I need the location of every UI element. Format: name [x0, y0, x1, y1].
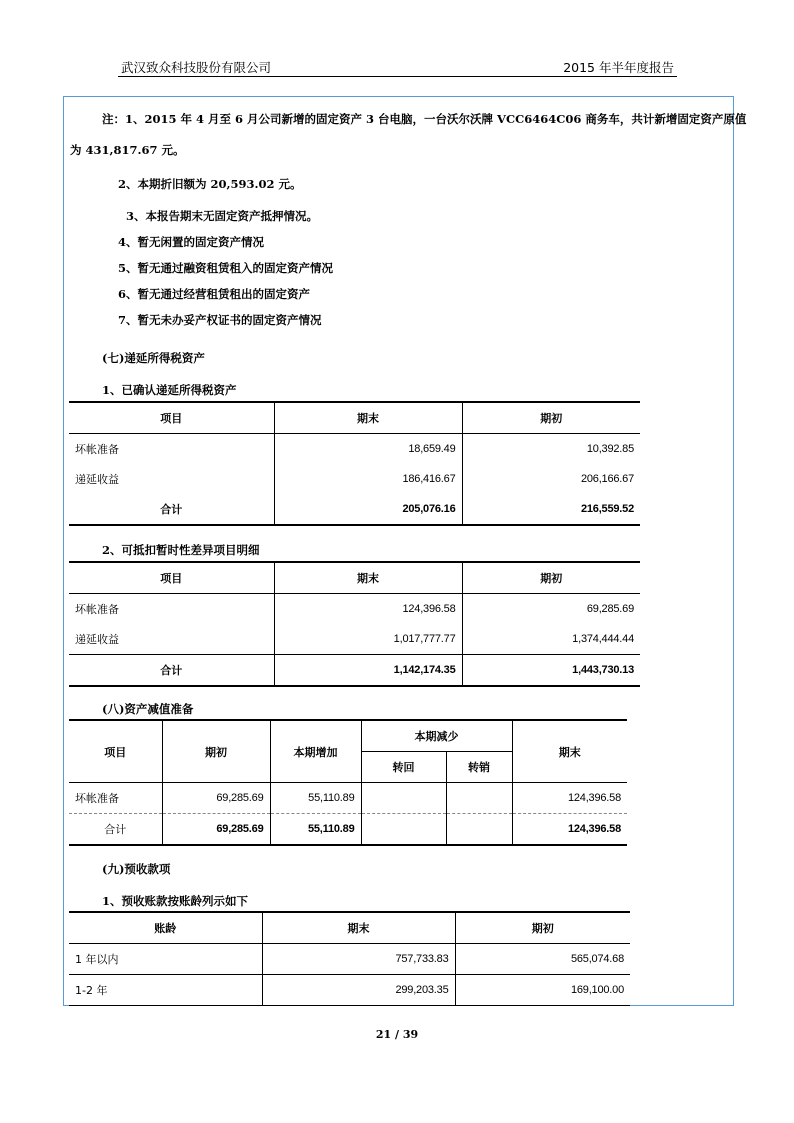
total-label: 合计 — [69, 814, 162, 846]
cell-value: 206,166.67 — [580, 473, 634, 485]
report-title: 2015 年半年度报告 — [563, 60, 674, 75]
col-header-end: 期末 — [512, 720, 627, 783]
cell-value: 1,017,777.77 — [274, 624, 462, 655]
total-label: 合计 — [69, 494, 274, 525]
table-header-row — [69, 720, 627, 752]
note-2: 2、本期折旧额为 20,593.02 元。 — [118, 177, 302, 191]
row-label: 递延收益 — [69, 464, 274, 494]
total-value: 205,076.16 — [274, 494, 462, 525]
col-header-item: 项目 — [69, 562, 274, 594]
total-value: 124,396.58 — [567, 823, 621, 835]
col-header-increase: 本期增加 — [270, 720, 361, 783]
total-value: 1,142,174.35 — [274, 655, 462, 687]
table-total-row — [69, 655, 640, 687]
col-header-aging: 账龄 — [69, 912, 262, 944]
note-5: 5、暂无通过融资租赁租入的固定资产情况 — [118, 261, 333, 275]
row-label: 1-2 年 — [69, 975, 262, 1006]
cell-value: 69,285.69 — [162, 783, 270, 814]
section-7-title: (七)递延所得税资产 — [102, 351, 205, 365]
table-header-row — [69, 912, 630, 944]
header-rule — [118, 76, 677, 77]
table-row — [69, 944, 630, 975]
col-header-begin: 期初 — [540, 572, 563, 585]
total-value: 216,559.52 — [580, 503, 634, 515]
section-7-sub2: 2、可抵扣暂时性差异项目明细 — [102, 543, 260, 557]
cell-value: 18,659.49 — [274, 434, 462, 465]
note-1a: 注：1、2015 年 4 月至 6 月公司新增的固定资产 3 台电脑，一台沃尔沃牌 VCC6464C06 商务车，共计新增固定资产原值 — [102, 112, 747, 126]
total-value: 1,443,730.13 — [572, 664, 634, 676]
table-header-row — [69, 402, 640, 434]
col-header-reversal: 转回 — [361, 752, 446, 783]
page-number: 21 / 39 — [375, 1028, 419, 1041]
table-total-row — [69, 494, 640, 525]
total-value — [446, 814, 512, 846]
table-row — [69, 975, 630, 1006]
cell-value — [361, 783, 446, 814]
table-row — [69, 783, 627, 814]
cell-value: 299,203.35 — [262, 975, 455, 1006]
row-label: 坏帐准备 — [69, 434, 274, 465]
note-1b: 为 431,817.67 元。 — [70, 143, 185, 157]
deferred-tax-assets-table — [69, 401, 640, 526]
table-row — [69, 434, 640, 465]
col-header-begin: 期初 — [162, 720, 270, 783]
table-header-row — [69, 562, 640, 594]
cell-value: 1,374,444.44 — [572, 633, 634, 645]
company-name: 武汉致众科技股份有限公司 — [121, 60, 272, 75]
section-9-title: (九)预收款项 — [102, 862, 171, 876]
total-value — [361, 814, 446, 846]
col-header-writeoff: 转销 — [446, 752, 512, 783]
note-3: 3、本报告期末无固定资产抵押情况。 — [126, 209, 318, 223]
row-label: 坏帐准备 — [69, 783, 162, 814]
col-header-end: 期末 — [262, 912, 455, 944]
cell-value: 186,416.67 — [274, 464, 462, 494]
note-7: 7、暂无未办妥产权证书的固定资产情况 — [118, 313, 322, 327]
section-7-sub1: 1、已确认递延所得税资产 — [102, 383, 237, 397]
col-header-decrease: 本期减少 — [361, 720, 512, 752]
cell-value: 124,396.58 — [512, 783, 627, 814]
total-value: 55,110.89 — [270, 814, 361, 846]
cell-value: 565,074.68 — [570, 953, 624, 965]
deductible-differences-table — [69, 561, 640, 687]
col-header-begin: 期初 — [540, 412, 563, 425]
cell-value: 69,285.69 — [586, 603, 634, 615]
cell-value: 757,733.83 — [262, 944, 455, 975]
total-label: 合计 — [69, 655, 274, 687]
table-total-row — [69, 814, 627, 846]
section-8-title: (八)资产减值准备 — [102, 702, 194, 716]
cell-value — [446, 783, 512, 814]
note-4: 4、暂无闲置的固定资产情况 — [118, 235, 265, 249]
page-header — [118, 58, 677, 78]
cell-value: 124,396.58 — [274, 594, 462, 625]
col-header-end: 期末 — [274, 402, 462, 434]
col-header-end: 期末 — [274, 562, 462, 594]
note-6: 6、暂无通过经营租赁租出的固定资产 — [118, 287, 310, 301]
row-label: 递延收益 — [69, 624, 274, 655]
advance-receipts-aging-table — [69, 911, 630, 1006]
col-header-item: 项目 — [69, 402, 274, 434]
cell-value: 169,100.00 — [570, 984, 624, 996]
impairment-provision-table — [69, 719, 627, 846]
table-row — [69, 464, 640, 494]
total-value: 69,285.69 — [162, 814, 270, 846]
row-label: 坏帐准备 — [69, 594, 274, 625]
col-header-item: 项目 — [69, 720, 162, 783]
table-row — [69, 624, 640, 655]
table-row — [69, 594, 640, 625]
cell-value: 10,392.85 — [586, 443, 634, 455]
section-9-sub1: 1、预收账款按账龄列示如下 — [102, 894, 249, 908]
col-header-begin: 期初 — [531, 922, 554, 935]
cell-value: 55,110.89 — [270, 783, 361, 814]
row-label: 1 年以内 — [69, 944, 262, 975]
